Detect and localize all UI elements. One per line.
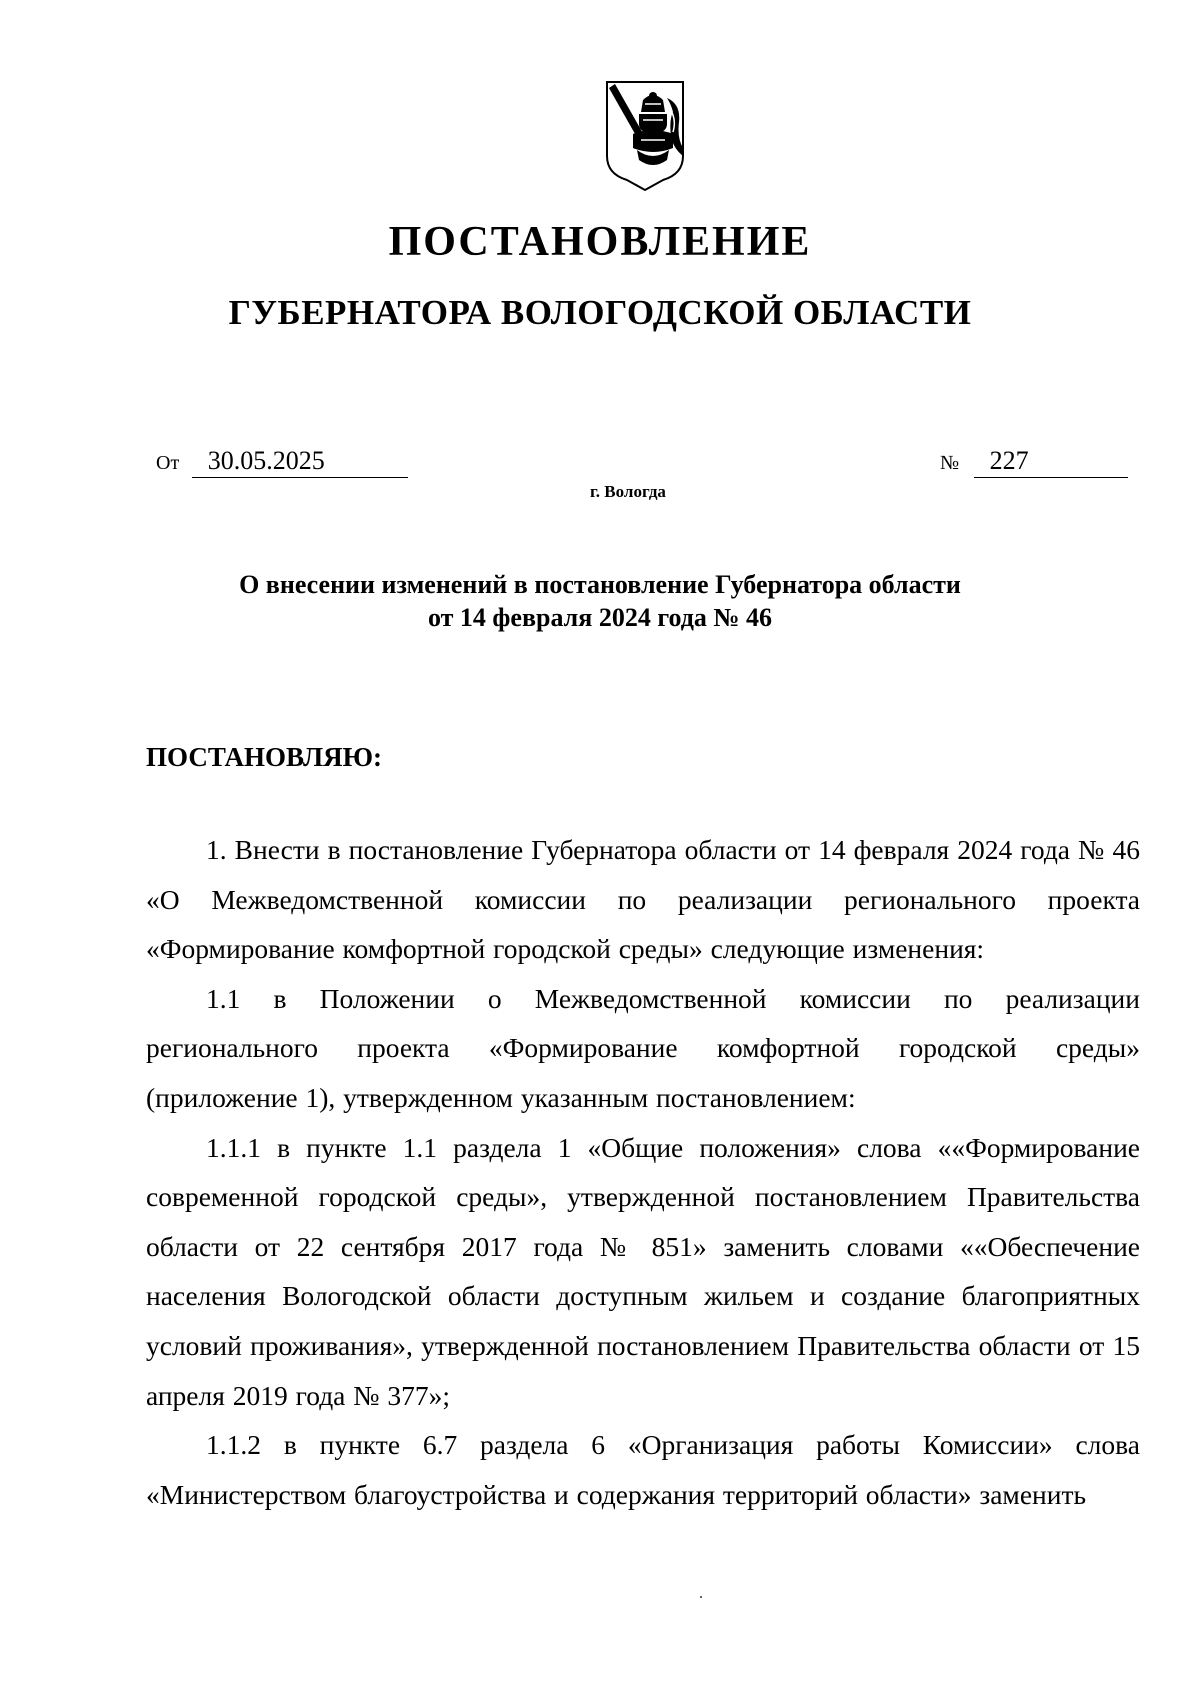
coat-of-arms-emblem <box>603 78 687 196</box>
document-body <box>146 825 1140 1519</box>
subject-line-2: от 14 февраля 2024 года № 46 <box>427 603 773 632</box>
decree-heading: ПОСТАНОВЛЯЮ: <box>146 742 382 772</box>
document-date: 30.05.2025 <box>192 446 408 478</box>
document-number: 227 <box>974 446 1128 478</box>
subject-line-1: О внесении изменений в постановление Губернатора области <box>239 570 961 599</box>
date-prefix: От <box>156 452 180 474</box>
document-subject <box>180 568 1020 634</box>
paragraph-1: 1. Внести в постановление Губернатора области от 14 февраля 2024 года № 46 «О Межведомственной комиссии по реализации регионального проекта «Формирование комфортной городской среды» следующие изменения: <box>146 834 1140 965</box>
paragraph-1-1: 1.1 в Положении о Межведомственной комиссии по реализации регионального проекта «Формирование комфортной городской среды» (приложение 1), утвержденном указанным постановлением: <box>146 982 1140 1113</box>
document-subtitle: ГУБЕРНАТОРА ВОЛОГОДСКОЙ ОБЛАСТИ <box>228 293 972 332</box>
date-row <box>156 446 408 478</box>
scan-speck <box>700 1596 702 1598</box>
number-row <box>940 446 1128 478</box>
document-title: ПОСТАНОВЛЕНИЕ <box>388 219 812 265</box>
city-name: г. Вологда <box>590 482 666 501</box>
number-prefix: № <box>940 452 960 474</box>
paragraph-1-1-2: 1.1.2 в пункте 6.7 раздела 6 «Организация работы Комиссии» слова «Министерством благоустройства и содержания территорий области» заменить <box>146 1429 1140 1510</box>
paragraph-1-1-1: 1.1.1 в пункте 1.1 раздела 1 «Общие положения» слова ««Формирование современной городской среды», утвержденной постановлением Правительства области от 22 сентября 2017 года № 851» заменить словами ««Обеспечение населения Вологодской области доступным жильем и создание благоприятных условий проживания», утвержденной постановлением Правительства области от 15 апреля 2019 года № 377»; <box>146 1131 1140 1411</box>
